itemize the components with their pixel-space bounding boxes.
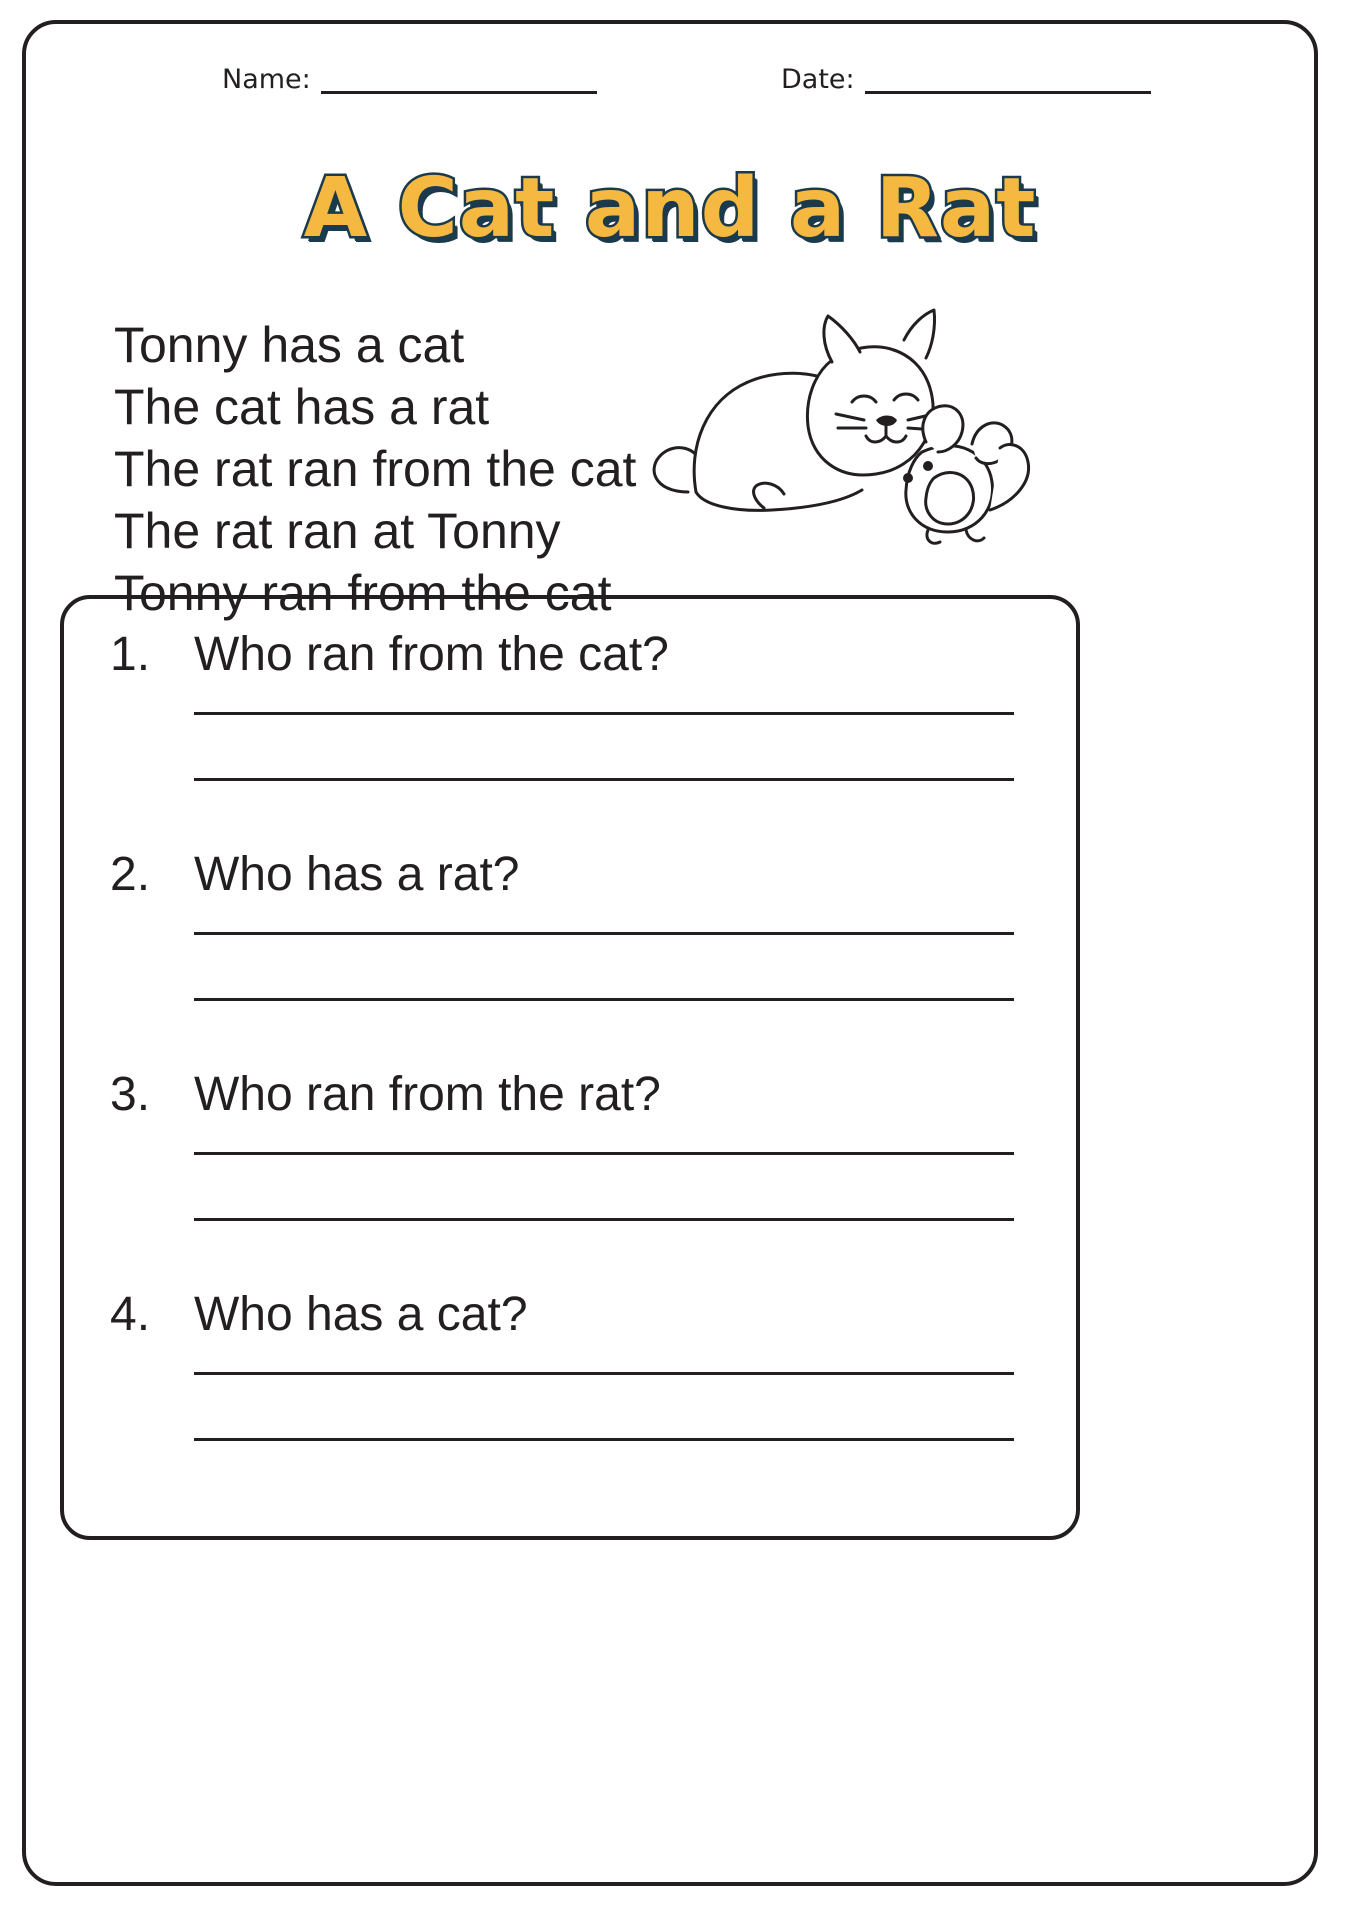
question-row: [110, 1287, 1040, 1342]
story-line: Tonny ran from the cat: [114, 565, 612, 621]
cat-and-rat-illustration: [636, 296, 1036, 556]
answer-line[interactable]: [194, 1372, 1014, 1375]
date-label: Date:: [781, 64, 855, 95]
question-item-2: [110, 847, 1040, 1001]
questions-box: [60, 595, 1080, 1540]
answer-lines-3[interactable]: [194, 1152, 1014, 1221]
name-write-line[interactable]: [321, 91, 597, 94]
answer-lines-4[interactable]: [194, 1372, 1014, 1441]
question-number: 2.: [110, 848, 151, 901]
question-text: Who ran from the rat?: [194, 1068, 661, 1121]
question-number: 4.: [110, 1288, 151, 1341]
answer-line[interactable]: [194, 712, 1014, 715]
answer-line[interactable]: [194, 1218, 1014, 1221]
question-number: 1.: [110, 628, 151, 681]
question-item-3: [110, 1067, 1040, 1221]
question-text: Who has a rat?: [194, 848, 520, 901]
worksheet-header: [26, 66, 1314, 118]
page-title: A Cat and a Rat: [303, 161, 1037, 256]
question-item-1: [110, 627, 1040, 781]
date-field[interactable]: [781, 66, 1151, 97]
question-row: [110, 627, 1040, 682]
worksheet-page: [22, 20, 1318, 1886]
question-row: [110, 847, 1040, 902]
question-text: Who has a cat?: [194, 1288, 528, 1341]
title-area: [26, 161, 1314, 276]
answer-line[interactable]: [194, 1438, 1014, 1441]
question-number: 3.: [110, 1068, 151, 1121]
answer-line[interactable]: [194, 1152, 1014, 1155]
name-field[interactable]: [222, 66, 597, 97]
answer-lines-2[interactable]: [194, 932, 1014, 1001]
answer-line[interactable]: [194, 998, 1014, 1001]
answer-line[interactable]: [194, 778, 1014, 781]
story-line: The cat has a rat: [114, 379, 490, 435]
question-item-4: [110, 1287, 1040, 1441]
date-write-line[interactable]: [865, 91, 1151, 94]
answer-lines-1[interactable]: [194, 712, 1014, 781]
answer-line[interactable]: [194, 932, 1014, 935]
story-line: Tonny has a cat: [114, 317, 465, 373]
story-line: The rat ran from the cat: [114, 441, 637, 497]
question-row: [110, 1067, 1040, 1122]
name-label: Name:: [222, 64, 311, 95]
story-line: The rat ran at Tonny: [114, 503, 561, 559]
question-text: Who ran from the cat?: [194, 628, 669, 681]
